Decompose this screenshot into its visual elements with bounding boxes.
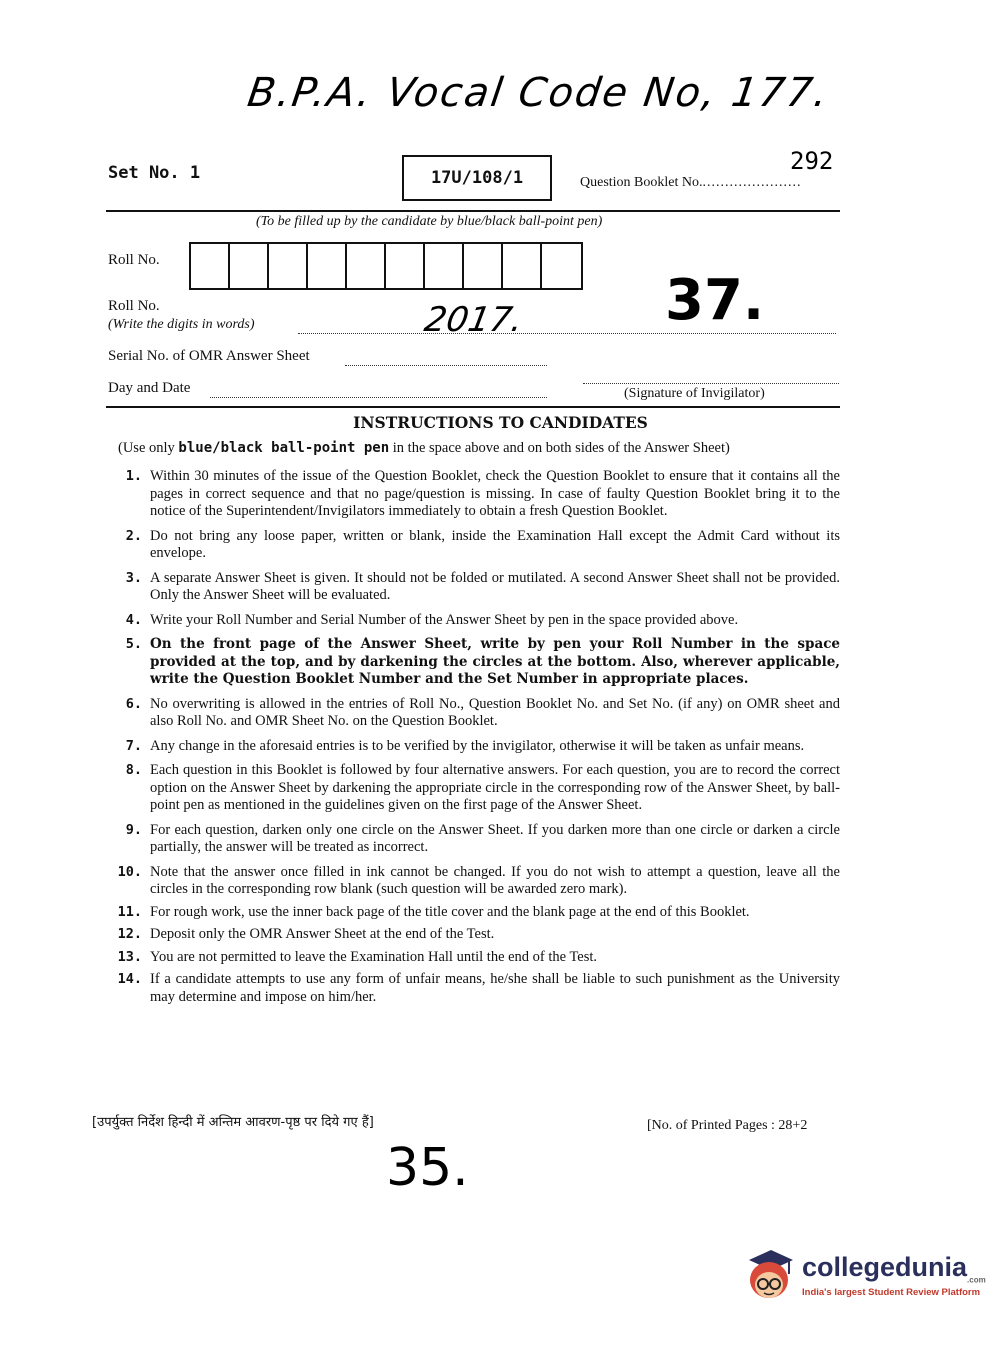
instruction-text: You are not permitted to leave the Examination Hall until the end of the Test. (150, 948, 598, 965)
instruction-number: 12. (117, 926, 142, 942)
instruction-item (108, 696, 840, 731)
instruction-text: Within 30 minutes of the issue of the Question Booklet, check the Question Booklet to ensure that it contains all the pages in correct sequence and that no page/question is missing. In case of faulty Question Booklet bring it to the notice of the Superintendent/Invigilators immediately to obtain a fresh Question Booklet. (150, 468, 840, 519)
roll-words-hint: (Write the digits in words) (108, 317, 255, 332)
brand-name (802, 1252, 986, 1284)
fill-note: (To be filled up by the candidate by blue/black ball-point pen) (256, 214, 603, 229)
day-date-label: Day and Date (108, 380, 191, 396)
omr-serial-label: Serial No. of OMR Answer Sheet (108, 348, 310, 364)
printed-pages: [No. of Printed Pages : 28+2 (647, 1118, 808, 1133)
instruction-text: Each question in this Booklet is followed by four alternative answers. For each question, you are to record the correct option on the Answer Sheet by darkening the appropriate circle in the corresponding row of the Answer Sheet, by ball-point pen as mentioned in the guidelines given on the first page of the Answer Sheet. (150, 762, 840, 813)
instruction-number: 13. (117, 948, 142, 965)
roll-no-label: Roll No. (108, 252, 160, 268)
instruction-item (108, 864, 840, 899)
top-divider (106, 210, 840, 212)
roll-digit-box[interactable] (386, 244, 425, 288)
instruction-number: 10. (117, 863, 142, 880)
instruction-item (108, 570, 840, 605)
roll-digit-box[interactable] (308, 244, 347, 288)
instruction-text: Deposit only the OMR Answer Sheet at the end of the Test. (150, 926, 495, 942)
instructions-heading: INSTRUCTIONS TO CANDIDATES (353, 413, 648, 432)
roll-digit-box[interactable] (230, 244, 269, 288)
instruction-item (108, 762, 840, 815)
roll-digit-box[interactable] (347, 244, 386, 288)
instruction-number: 7. (125, 737, 142, 754)
roll-digit-box[interactable] (425, 244, 464, 288)
omr-serial-line[interactable] (345, 365, 547, 366)
brand-tagline: India's largest Student Review Platform (802, 1286, 981, 1298)
roll-digit-box[interactable] (464, 244, 503, 288)
handwritten-37: 37. (665, 268, 765, 333)
roll-number-boxes[interactable] (189, 242, 583, 290)
question-booklet-number: 292 (790, 147, 834, 175)
instruction-number: 3. (125, 569, 142, 586)
roll-digit-box[interactable] (542, 244, 581, 288)
paper-code-box (402, 155, 552, 201)
instruction-number: 2. (125, 527, 142, 544)
day-date-line[interactable] (210, 397, 547, 398)
instruction-item (108, 971, 840, 1006)
instruction-item (108, 468, 840, 521)
brand-suffix: .com (967, 1275, 986, 1285)
instruction-item (108, 822, 840, 857)
instruction-text: Write your Roll Number and Serial Number of the Answer Sheet by pen in the space provided above. (150, 611, 739, 628)
instruction-item (108, 926, 840, 944)
roll-digit-box[interactable] (269, 244, 308, 288)
signature-label: (Signature of Invigilator) (624, 386, 765, 401)
instruction-item (108, 904, 840, 922)
roll-words-label: Roll No. (108, 298, 160, 314)
handwritten-35: 35. (386, 1138, 469, 1198)
form-bottom-divider (106, 406, 840, 408)
qb-label-text: Question Booklet No. (580, 175, 703, 190)
instruction-text: If a candidate attempts to use any form of unfair means, he/she shall be liable to such punishment as the University may determine and impose on him/her. (150, 971, 840, 1005)
instruction-item (108, 528, 840, 563)
instruction-text: For each question, darken only one circle on the Answer Sheet. If you darken more than one circle or darken a circle partially, the answer will be treated as incorrect. (150, 821, 840, 855)
question-booklet-label (580, 175, 802, 191)
instruction-number: 9. (125, 821, 142, 838)
instruction-text: Do not bring any loose paper, written or blank, inside the Examination Hall except the Admit Card without its envelope. (150, 527, 840, 561)
instruction-number: 1. (125, 468, 142, 484)
sub-post: in the space above and on both sides of the Answer Sheet) (389, 440, 730, 456)
mascot-icon (744, 1248, 794, 1302)
instruction-text: Any change in the aforesaid entries is to be verified by the invigilator, otherwise it will be taken as unfair means. (150, 737, 805, 754)
sub-pre: (Use only (118, 440, 179, 456)
instructions-subtitle (118, 440, 730, 457)
instruction-item (108, 949, 840, 967)
instruction-item (108, 738, 840, 756)
paper-code: 17U/108/1 (430, 168, 524, 188)
instruction-number: 5. (125, 636, 142, 652)
set-number: Set No. 1 (108, 163, 201, 183)
roll-words-line[interactable] (298, 333, 836, 334)
instruction-text: No overwriting is allowed in the entries of Roll No., Question Booklet No. and Set No. (if any) on OMR sheet and also Roll No. and OMR Sheet No. on the Question Booklet. (150, 695, 840, 729)
instruction-item (108, 636, 840, 689)
handwritten-title: B.P.A. Vocal Code No, 177. (244, 70, 833, 116)
instruction-number: 11. (117, 903, 142, 920)
handwritten-roll-words: 2017. (421, 300, 526, 340)
qb-dots: ...................... (702, 175, 802, 190)
roll-digit-box[interactable] (503, 244, 542, 288)
signature-line[interactable] (583, 383, 839, 384)
instruction-text: On the front page of the Answer Sheet, write by pen your Roll Number in the space provided at the top, and by darkening the circles at the bottom. Also, wherever applicable, write the Question Booklet Number and the Set Number in appropriate places. (150, 636, 840, 687)
instruction-number: 4. (125, 611, 142, 628)
collegedunia-logo (744, 1248, 986, 1302)
instruction-text: Note that the answer once filled in ink cannot be changed. If you do not wish to attempt a question, leave all the circles in the corresponding row blank (such question will be awarded zero mark). (150, 863, 840, 897)
instruction-number: 8. (125, 762, 142, 778)
instruction-number: 14. (117, 971, 142, 987)
instruction-text: A separate Answer Sheet is given. It should not be folded or mutilated. A second Answer Sheet shall not be provided. Only the Answer Sheet will be evaluated. (150, 569, 840, 603)
sub-bold: blue/black ball-point pen (178, 440, 390, 456)
instruction-item (108, 612, 840, 630)
instruction-text: For rough work, use the inner back page of the title cover and the blank page at the end of this Booklet. (150, 903, 750, 920)
roll-digit-box[interactable] (191, 244, 230, 288)
hindi-note: [उपर्युक्त निर्देश हिन्दी में अन्तिम आवरण-पृष्ठ पर दिये गए हैं] (92, 1115, 374, 1130)
brand-text: collegedunia (802, 1252, 968, 1283)
instruction-number: 6. (125, 695, 142, 712)
instruction-list (108, 468, 840, 1006)
